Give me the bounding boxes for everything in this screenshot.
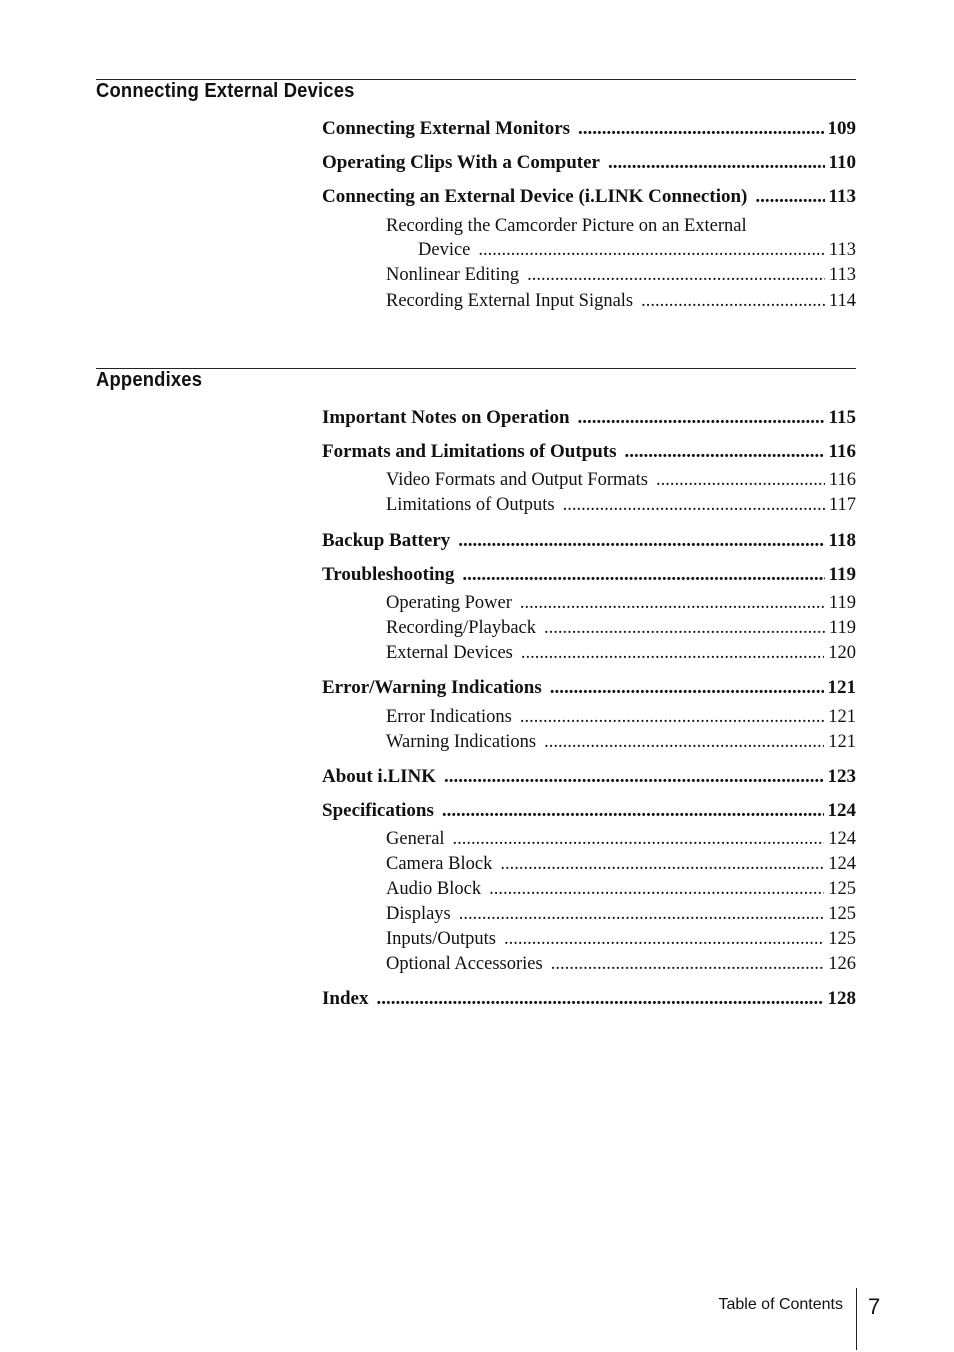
toc-subentry[interactable] — [386, 929, 856, 950]
toc-entry[interactable] — [322, 564, 856, 586]
toc-subentry-label-line1: Recording the Camcorder Picture on an External — [386, 216, 747, 236]
section-rule — [96, 368, 856, 369]
toc-entry-page: 119 — [828, 564, 856, 585]
section-title: Appendixes — [96, 369, 203, 391]
toc-entry[interactable] — [322, 800, 856, 822]
dot-leader — [521, 643, 824, 664]
toc-subentry[interactable] — [386, 829, 856, 850]
toc-entry-label: Connecting an External Device (i.LINK Connection) — [322, 186, 748, 207]
toc-subentry-label: Camera Block — [386, 854, 493, 874]
toc-entry-label: Specifications — [322, 800, 434, 821]
toc-subentry-page: 124 — [828, 854, 856, 874]
dot-leader — [453, 829, 825, 850]
toc-entry-page: 116 — [828, 441, 856, 462]
toc-entry[interactable] — [322, 530, 856, 552]
toc-subentry-label: Operating Power — [386, 593, 512, 613]
toc-subentry-page: 125 — [828, 879, 856, 899]
toc-entry-label: About i.LINK — [322, 766, 437, 787]
dot-leader — [544, 618, 825, 639]
toc-subentry[interactable] — [386, 879, 856, 900]
toc-subentry-page: 121 — [828, 707, 856, 727]
toc-entry[interactable] — [322, 407, 856, 429]
toc-entry-label: Backup Battery — [322, 530, 451, 551]
toc-subentry-label: Nonlinear Editing — [386, 265, 520, 285]
toc-entry-page: 123 — [827, 766, 856, 787]
toc-entry-page: 118 — [828, 530, 856, 551]
toc-entry[interactable] — [322, 766, 856, 788]
toc-subentry[interactable] — [418, 240, 856, 261]
toc-subentry-page: 121 — [828, 732, 856, 752]
dot-leader — [520, 707, 824, 728]
toc-subentry-page: 124 — [828, 829, 856, 849]
dot-leader — [489, 879, 824, 900]
footer-label: Table of Contents — [718, 1296, 843, 1313]
toc-entry[interactable] — [322, 988, 856, 1010]
dot-leader — [608, 152, 825, 174]
toc-subentry-page: 116 — [828, 470, 856, 490]
dot-leader — [520, 593, 825, 614]
dot-leader — [578, 407, 825, 429]
dot-leader — [550, 677, 824, 699]
toc-subentry-label: Displays — [386, 904, 451, 924]
toc-entry-page: 115 — [828, 407, 856, 428]
dot-leader — [563, 495, 825, 516]
toc-entry[interactable] — [322, 152, 856, 174]
toc-subentry[interactable] — [386, 265, 856, 286]
toc-subentry-label: Limitations of Outputs — [386, 495, 555, 515]
dot-leader — [504, 929, 824, 950]
toc-subentry-page: 125 — [828, 929, 856, 949]
toc-subentry-label: Recording External Input Signals — [386, 291, 634, 311]
dot-leader — [551, 954, 825, 975]
toc-subentry-page: 126 — [828, 954, 856, 974]
dot-leader — [578, 118, 823, 140]
toc-entry[interactable] — [322, 677, 856, 699]
dot-leader — [376, 988, 823, 1010]
toc-subentry[interactable] — [386, 954, 856, 975]
toc-subentry[interactable] — [386, 593, 856, 614]
toc-subentry[interactable] — [386, 495, 856, 516]
dot-leader — [755, 186, 824, 208]
toc-subentry-page: 119 — [828, 593, 856, 613]
toc-subentry-label: Video Formats and Output Formats — [386, 470, 648, 490]
dot-leader — [458, 530, 824, 552]
dot-leader — [500, 854, 824, 875]
dot-leader — [544, 732, 824, 753]
dot-leader — [527, 265, 825, 286]
toc-subentry-page: 119 — [828, 618, 856, 638]
dot-leader — [641, 291, 825, 312]
toc-entry-label: Important Notes on Operation — [322, 407, 570, 428]
toc-subentry[interactable] — [386, 904, 856, 925]
dot-leader — [625, 441, 825, 463]
toc-subentry[interactable] — [386, 643, 856, 664]
dot-leader — [656, 470, 825, 491]
dot-leader — [462, 564, 824, 586]
toc-subentry-label: Device — [418, 240, 471, 260]
toc-entry-page: 128 — [827, 988, 856, 1009]
dot-leader — [478, 240, 825, 261]
toc-entry-page: 121 — [827, 677, 856, 698]
toc-subentry[interactable] — [386, 854, 856, 875]
toc-subentry-label: Audio Block — [386, 879, 482, 899]
toc-subentry-label: External Devices — [386, 643, 513, 663]
toc-entry[interactable] — [322, 118, 856, 140]
toc-subentry[interactable] — [386, 291, 856, 312]
toc-subentry-label: Optional Accessories — [386, 954, 543, 974]
toc-entry-page: 110 — [828, 152, 856, 173]
footer-divider — [856, 1288, 857, 1350]
toc-subentry-page: 125 — [828, 904, 856, 924]
toc-subentry-label: Warning Indications — [386, 732, 537, 752]
toc-subentry-page: 117 — [828, 495, 856, 515]
toc-subentry-page: 113 — [828, 265, 856, 285]
dot-leader — [442, 800, 824, 822]
section-title: Connecting External Devices — [96, 80, 355, 102]
toc-entry-page: 109 — [827, 118, 856, 139]
toc-entry-label: Connecting External Monitors — [322, 118, 571, 139]
toc-entry[interactable] — [322, 441, 856, 463]
toc-subentry[interactable] — [386, 732, 856, 753]
toc-entry-label: Operating Clips With a Computer — [322, 152, 600, 173]
toc-subentry-page: 113 — [828, 240, 856, 260]
toc-subentry-label: General — [386, 829, 445, 849]
toc-entry-label: Troubleshooting — [322, 564, 455, 585]
toc-subentry-label: Inputs/Outputs — [386, 929, 496, 949]
toc-entry-page: 124 — [827, 800, 856, 821]
toc-subentry[interactable] — [386, 470, 856, 491]
toc-subentry[interactable] — [386, 618, 856, 639]
toc-entry[interactable] — [322, 186, 856, 208]
toc-entry-label: Formats and Limitations of Outputs — [322, 441, 617, 462]
toc-subentry-label: Recording/Playback — [386, 618, 537, 638]
dot-leader — [459, 904, 825, 925]
toc-entry-label: Index — [322, 988, 369, 1009]
toc-subentry-page: 114 — [828, 291, 856, 311]
toc-entry-label: Error/Warning Indications — [322, 677, 542, 698]
dot-leader — [444, 766, 823, 788]
toc-entry-page: 113 — [828, 186, 856, 207]
toc-subentry-page: 120 — [828, 643, 856, 663]
toc-subentry[interactable] — [386, 707, 856, 728]
page-number: 7 — [868, 1294, 881, 1319]
toc-subentry-label: Error Indications — [386, 707, 512, 727]
